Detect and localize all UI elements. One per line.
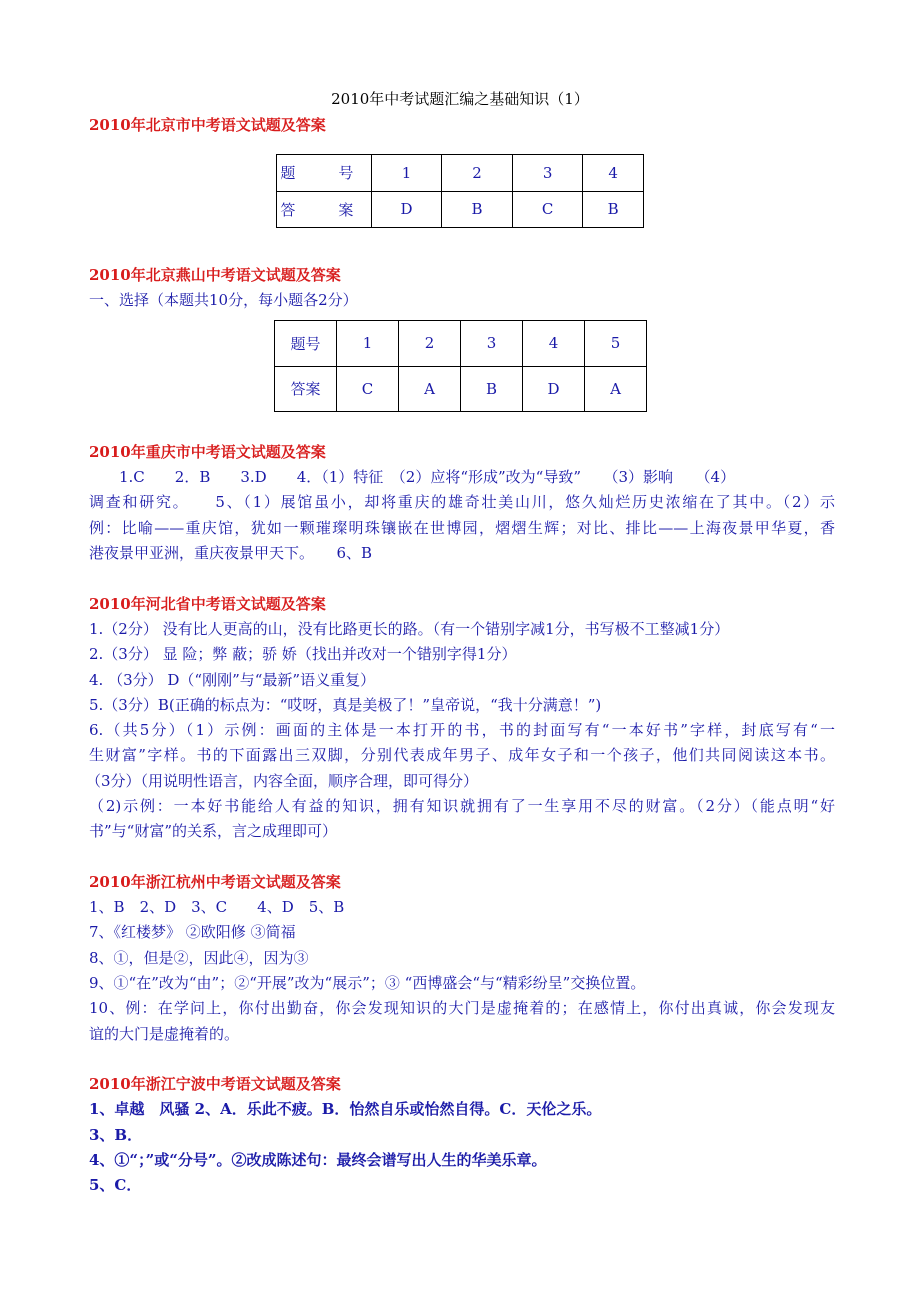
text-line: 书”与“财富”的关系，言之成理即可）	[89, 822, 338, 840]
text-line: 港夜景甲亚洲，重庆夜景甲天下。 6、B	[89, 544, 373, 562]
table-cell: 2	[442, 155, 513, 192]
section-heading-beijing: 2010年北京市中考语文试题及答案	[89, 116, 326, 134]
table-row	[275, 366, 647, 412]
table-cell: 1	[337, 321, 399, 367]
table-cell: B	[461, 366, 523, 412]
table-cell: C	[512, 191, 583, 228]
section-heading-ningbo: 2010年浙江宁波中考语文试题及答案	[89, 1075, 341, 1093]
table-cell: 3	[461, 321, 523, 367]
table-cell: 4	[583, 155, 644, 192]
table-cell: 4	[523, 321, 585, 367]
text-line: 1.（2分） 没有比人更高的山，没有比路更长的路。（有一个错别字减1分，书写极不工整减1分）	[89, 620, 730, 638]
table-cell: A	[399, 366, 461, 412]
section-heading-hangzhou: 2010年浙江杭州中考语文试题及答案	[89, 873, 341, 891]
table-cell: 3	[512, 155, 583, 192]
table-cell: 题号	[275, 321, 337, 367]
table-cell: 2	[399, 321, 461, 367]
text-line: 9、①“在”改为“由”；②“开展”改为“展示”；③ “西博盛会“与“精彩纷呈”交换位置。	[89, 974, 646, 992]
table-cell: A	[585, 366, 647, 412]
table-cell: C	[337, 366, 399, 412]
text-line: 5、C．	[89, 1176, 142, 1194]
section-heading-chongqing: 2010年重庆市中考语文试题及答案	[89, 443, 326, 461]
text-line: 1.C 2．B 3.D 4．（1）特征 （2）应将“形成”改为“导致” （3）影响 （4）	[119, 468, 736, 486]
text-line: 调查和研究。 5、（1）展馆虽小，却将重庆的雄奇壮美山川，悠久灿烂历史浓缩在了其中。（2）示	[89, 493, 835, 511]
table-cell: 1	[371, 155, 442, 192]
table-cell: D	[371, 191, 442, 228]
text-line: （3分）（用说明性语言，内容全面，顺序合理，即可得分）	[86, 772, 479, 790]
text-line: 5.（3分）B(正确的标点为：“哎呀，真是美极了！”皇帝说，“我十分满意！”)	[89, 696, 602, 714]
text-line: 10、例：在学问上，你付出勤奋，你会发现知识的大门是虚掩着的；在感情上，你付出真诚，你会发现友	[89, 999, 835, 1017]
text-line: 2.（3分） 显 险；弊 蔽；骄 娇（找出并改对一个错别字得1分）	[89, 645, 517, 663]
section-subheading: 一、选择（本题共10分，每小题各2分）	[89, 291, 358, 309]
table-row	[275, 321, 647, 367]
text-line: （2)示例：一本好书能给人有益的知识，拥有知识就拥有了一生享用不尽的财富。（2分）（能点明“好	[89, 797, 835, 815]
table-row	[277, 155, 644, 192]
section-heading-hebei: 2010年河北省中考语文试题及答案	[89, 595, 326, 613]
table-row	[277, 191, 644, 228]
text-line: 1、卓越 风骚 2、A．乐此不疲。B．怡然自乐或怡然自得。C．天伦之乐。	[89, 1100, 602, 1118]
table-cell: 5	[585, 321, 647, 367]
answer-table-beijing	[276, 154, 644, 228]
page-title: 2010年中考试题汇编之基础知识（1）	[331, 90, 589, 108]
text-line: 4. （3分） D（“刚刚”与“最新”语义重复）	[89, 671, 376, 689]
text-line: 6.（共5分）（1）示例：画面的主体是一本打开的书，书的封面写有“一本好书”字样，封底写有“一	[89, 721, 835, 739]
text-line: 1、B 2、D 3、C 4、D 5、B	[89, 898, 345, 916]
text-line: 7、《红楼梦》 ②欧阳修 ③简福	[89, 923, 296, 941]
text-line: 生财富”字样。书的下面露出三双脚，分别代表成年男子、成年女子和一个孩子，他们共同阅读这本书。	[89, 746, 835, 764]
answer-table-yanshan	[274, 320, 647, 412]
text-line: 4、①“；”或“分号”。②改成陈述句：最终会谱写出人生的华美乐章。	[89, 1151, 547, 1169]
table-cell: 题 号	[277, 155, 372, 192]
table-cell: 答 案	[277, 191, 372, 228]
text-line: 8、①，但是②，因此④，因为③	[89, 949, 309, 967]
table-cell: B	[583, 191, 644, 228]
text-line: 例：比喻——重庆馆，犹如一颗璀璨明珠镶嵌在世博园，熠熠生辉；对比、排比——上海夜景甲华夏，香	[89, 519, 835, 537]
text-line: 3、B．	[89, 1126, 143, 1144]
table-cell: B	[442, 191, 513, 228]
table-cell: D	[523, 366, 585, 412]
section-heading-yanshan: 2010年北京燕山中考语文试题及答案	[89, 266, 341, 284]
table-cell: 答案	[275, 366, 337, 412]
text-line: 谊的大门是虚掩着的。	[89, 1025, 240, 1043]
